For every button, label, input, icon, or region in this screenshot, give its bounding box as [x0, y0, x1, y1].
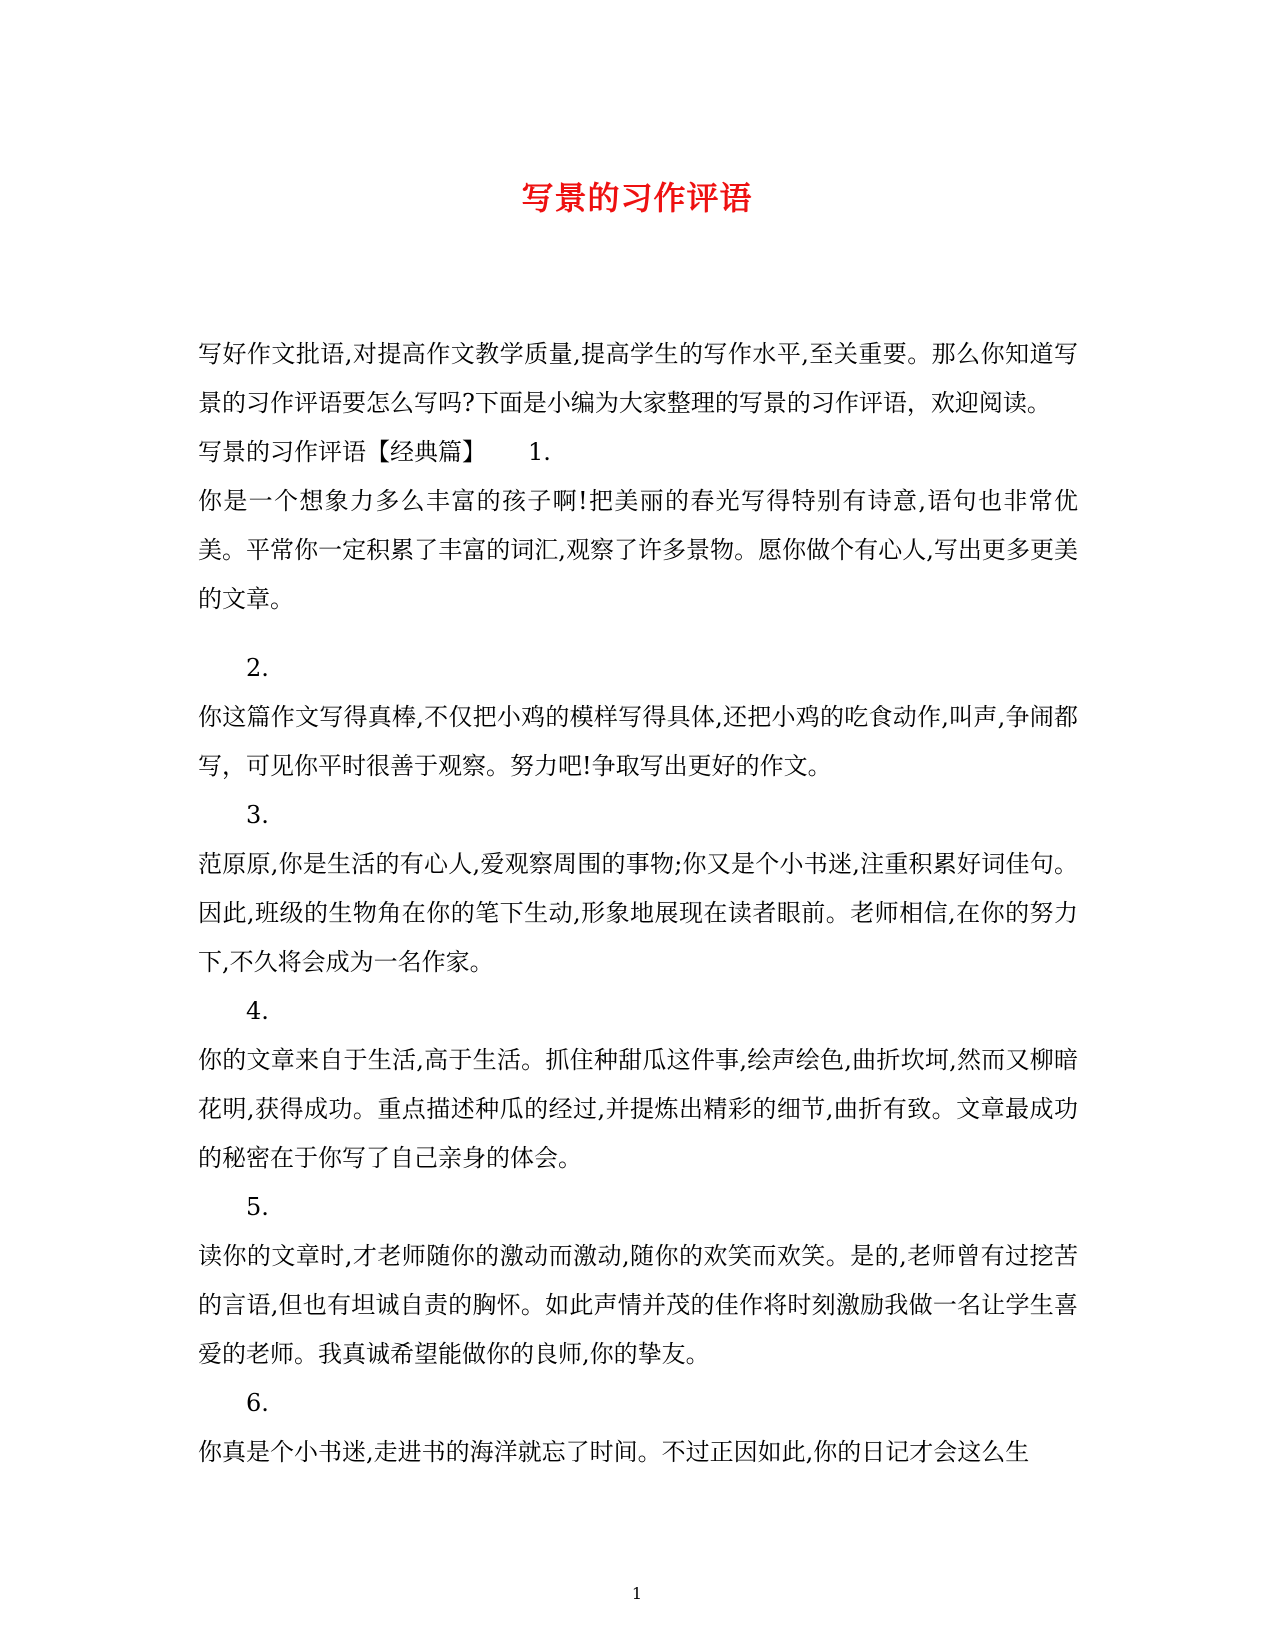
comment-number: 5. [246, 1193, 269, 1221]
comment-number: 1. [528, 438, 551, 466]
comment-text: 范原原,你是生活的有心人,爱观察周围的事物;你又是个小书迷,注重积累好词佳句。因此,班级的生物角在你的笔下生动,形象地展现在读者眼前。老师相信,在你的努力下,不久将会成为一名作家。 [198, 850, 1078, 976]
intro-paragraph: 写好作文批语,对提高作文教学质量,提高学生的写作水平,至关重要。那么你知道写景的习作评语要怎么写吗?下面是小编为大家整理的写景的习作评语，欢迎阅读。 [198, 340, 1078, 417]
comment-number: 6. [246, 1389, 269, 1417]
document-title: 写景的习作评语 [521, 179, 753, 217]
comment-text: 你是一个想象力多么丰富的孩子啊!把美丽的春光写得特别有诗意,语句也非常优美。平常你一定积累了丰富的词汇,观察了许多景物。愿你做个有心人,写出更多更美的文章。 [198, 487, 1078, 613]
comment-text: 你真是个小书迷,走进书的海洋就忘了时间。不过正因如此,你的日记才会这么生 [198, 1438, 1030, 1466]
comment-text: 你的文章来自于生活,高于生活。抓住种甜瓜这件事,绘声绘色,曲折坎坷,然而又柳暗花明,获得成功。重点描述种瓜的经过,并提炼出精彩的细节,曲折有致。文章最成功的秘密在于你写了自己亲身的体会。 [198, 1046, 1078, 1172]
page-number: 1 [631, 1584, 643, 1603]
comment-number: 2. [246, 654, 269, 682]
document-body [198, 330, 1078, 1477]
section-heading: 写景的习作评语【经典篇】 [198, 438, 486, 466]
comment-number: 3. [246, 801, 269, 829]
comment-text: 你这篇作文写得真棒,不仅把小鸡的模样写得具体,还把小鸡的吃食动作,叫声,争闹都写，可见你平时很善于观察。努力吧!争取写出更好的作文。 [198, 703, 1078, 780]
comment-text: 读你的文章时,才老师随你的激动而激动,随你的欢笑而欢笑。是的,老师曾有过挖苦的言语,但也有坦诚自责的胸怀。如此声情并茂的佳作将时刻激励我做一名让学生喜爱的老师。我真诚希望能做你的良师,你的挚友。 [198, 1242, 1078, 1368]
comment-number: 4. [246, 997, 269, 1025]
section-heading-line [198, 428, 1078, 477]
